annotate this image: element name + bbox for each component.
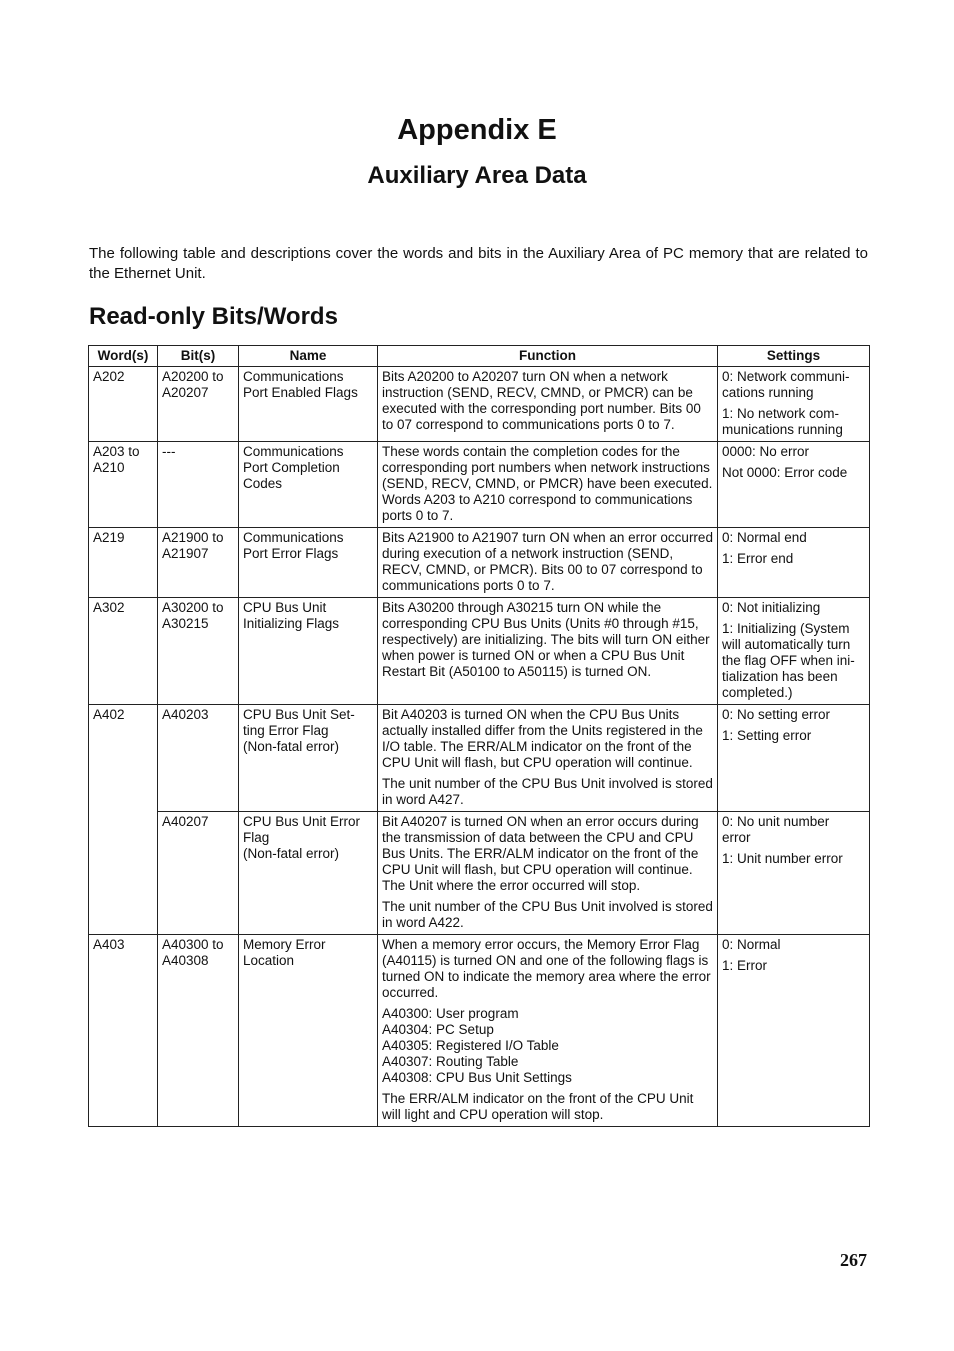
cell-function bbox=[378, 935, 718, 1127]
cell-text: Bits A20200 to A20207 turn ON when a network instruction (SEND, RECV, CMND, or PMCR) can be executed with the corresponding port number. Bits 00 to 07 correspond to communications ports 0 to 7. bbox=[382, 369, 701, 432]
cell-text: Communications Port Error Flags bbox=[243, 530, 344, 561]
header-settings: Settings bbox=[718, 346, 870, 367]
cell-text: A21900 to A21907 bbox=[162, 530, 224, 561]
cell-text: 1: Error end bbox=[722, 551, 794, 566]
cell-name bbox=[239, 367, 378, 442]
cell-text: The unit number of the CPU Bus Unit involved is stored in word A422. bbox=[382, 899, 713, 930]
table-row bbox=[89, 935, 870, 1127]
cell-text: 0: No setting error bbox=[722, 707, 831, 722]
table-row bbox=[89, 528, 870, 598]
cell-text: --- bbox=[162, 444, 176, 459]
cell-settings bbox=[718, 598, 870, 705]
cell-text: Communications Port Enabled Flags bbox=[243, 369, 358, 400]
header-words: Word(s) bbox=[89, 346, 158, 367]
table-row bbox=[89, 442, 870, 528]
cell-text: 1: Initializing (System will automatically turn the flag OFF when ini- tialization has been completed.) bbox=[722, 621, 855, 700]
cell-name bbox=[239, 705, 378, 812]
cell-name bbox=[239, 442, 378, 528]
cell-name bbox=[239, 598, 378, 705]
cell-word bbox=[89, 705, 158, 935]
header-name: Name bbox=[239, 346, 378, 367]
table-header-row bbox=[89, 346, 870, 367]
cell-name bbox=[239, 528, 378, 598]
cell-text: When a memory error occurs, the Memory Error Flag (A40115) is turned ON and one of the following flags is turned ON to indicate the memory area where the error occurred. bbox=[382, 937, 711, 1000]
cell-text: Communications Port Completion Codes bbox=[243, 444, 344, 491]
table-row bbox=[89, 812, 870, 935]
cell-text: A402 bbox=[93, 707, 125, 722]
cell-text: CPU Bus Unit Error Flag (Non-fatal error) bbox=[243, 814, 361, 861]
cell-text: 0000: No error bbox=[722, 444, 810, 459]
header-function: Function bbox=[378, 346, 718, 367]
table-row bbox=[89, 598, 870, 705]
cell-text: These words contain the completion codes for the corresponding port numbers when network instructions (SEND, RECV, CMND, or PMCR) have been executed. Words A203 to A210 correspond to communications ports 0 to 7. bbox=[382, 444, 713, 523]
cell-text: Not 0000: Error code bbox=[722, 465, 848, 480]
cell-text: 0: Network communi- cations running bbox=[722, 369, 850, 400]
cell-text: The unit number of the CPU Bus Unit involved is stored in word A427. bbox=[382, 776, 713, 807]
cell-name bbox=[239, 935, 378, 1127]
cell-function bbox=[378, 367, 718, 442]
cell-function bbox=[378, 442, 718, 528]
cell-text: 1: Error bbox=[722, 958, 768, 973]
cell-function bbox=[378, 598, 718, 705]
cell-text: A30200 to A30215 bbox=[162, 600, 224, 631]
cell-text: Bit A40203 is turned ON when the CPU Bus Units actually installed differ from the Units registered in the I/O table. The ERR/ALM indicator on the front of the CPU Unit will flash, but CPU operation will continue. bbox=[382, 707, 703, 770]
section-title: Read-only Bits/Words bbox=[89, 303, 338, 330]
cell-word bbox=[89, 598, 158, 705]
cell-text: A202 bbox=[93, 369, 125, 384]
cell-bits bbox=[158, 442, 239, 528]
cell-word bbox=[89, 528, 158, 598]
cell-text: Bit A40207 is turned ON when an error occurs during the transmission of data between the CPU and CPU Bus Units. The ERR/ALM indicator on the front of the CPU Unit will flash, but CPU operation will continue. The Unit where the error occurred will stop. bbox=[382, 814, 699, 893]
cell-text: A40300 to A40308 bbox=[162, 937, 224, 968]
cell-text: CPU Bus Unit Set- ting Error Flag (Non-fatal error) bbox=[243, 707, 355, 754]
cell-settings bbox=[718, 705, 870, 812]
cell-text: Bits A30200 through A30215 turn ON while the corresponding CPU Bus Units (Units #0 through #15, respectively) are initializing. The bits will turn ON either when power is turned ON or when a CPU Bus Unit Restart Bit (A50100 to A50115) is turned ON. bbox=[382, 600, 710, 679]
cell-bits bbox=[158, 528, 239, 598]
cell-settings bbox=[718, 812, 870, 935]
cell-function bbox=[378, 705, 718, 812]
cell-text: Memory Error Location bbox=[243, 937, 326, 968]
cell-text: A302 bbox=[93, 600, 125, 615]
appendix-subtitle: Auxiliary Area Data bbox=[367, 162, 587, 189]
cell-text: 0: Not initializing bbox=[722, 600, 821, 615]
header-bits: Bit(s) bbox=[158, 346, 239, 367]
cell-bits bbox=[158, 367, 239, 442]
cell-text: A40203 bbox=[162, 707, 209, 722]
cell-function bbox=[378, 528, 718, 598]
cell-text: A20200 to A20207 bbox=[162, 369, 224, 400]
page-number: 267 bbox=[840, 1250, 867, 1270]
table-row bbox=[89, 705, 870, 812]
cell-text: A219 bbox=[93, 530, 125, 545]
intro-paragraph: The following table and descriptions cover the words and bits in the Auxiliary Area of PC memory that are related to the Ethernet Unit. bbox=[89, 245, 868, 282]
cell-settings bbox=[718, 935, 870, 1127]
cell-text: 0: Normal end bbox=[722, 530, 807, 545]
cell-text: A40207 bbox=[162, 814, 209, 829]
cell-settings bbox=[718, 528, 870, 598]
appendix-title: Appendix E bbox=[397, 114, 557, 146]
cell-text: 0: Normal bbox=[722, 937, 781, 952]
auxiliary-area-table bbox=[88, 345, 870, 1127]
cell-text: The ERR/ALM indicator on the front of the CPU Unit will light and CPU operation will stop. bbox=[382, 1091, 694, 1122]
cell-word bbox=[89, 442, 158, 528]
cell-settings bbox=[718, 442, 870, 528]
table-row bbox=[89, 367, 870, 442]
cell-bits bbox=[158, 812, 239, 935]
cell-settings bbox=[718, 367, 870, 442]
cell-text: 0: No unit number error bbox=[722, 814, 830, 845]
cell-word bbox=[89, 367, 158, 442]
cell-bits bbox=[158, 705, 239, 812]
cell-name bbox=[239, 812, 378, 935]
cell-text: CPU Bus Unit Initializing Flags bbox=[243, 600, 340, 631]
cell-text: A403 bbox=[93, 937, 125, 952]
cell-text: Bits A21900 to A21907 turn ON when an error occurred during execution of a network instruction (SEND, RECV, CMND, or PMCR). Bits 00 to 07 correspond to communications ports 0 to 7. bbox=[382, 530, 713, 593]
cell-bits bbox=[158, 598, 239, 705]
cell-text: 1: Setting error bbox=[722, 728, 812, 743]
cell-text: A40300: User program A40304: PC Setup A40305: Registered I/O Table A40307: Routing Table A40308: CPU Bus Unit Settings bbox=[382, 1006, 572, 1085]
cell-bits bbox=[158, 935, 239, 1127]
cell-word bbox=[89, 935, 158, 1127]
cell-function bbox=[378, 812, 718, 935]
cell-text: 1: No network com- munications running bbox=[722, 406, 843, 437]
cell-text: A203 to A210 bbox=[93, 444, 140, 475]
cell-text: 1: Unit number error bbox=[722, 851, 843, 866]
